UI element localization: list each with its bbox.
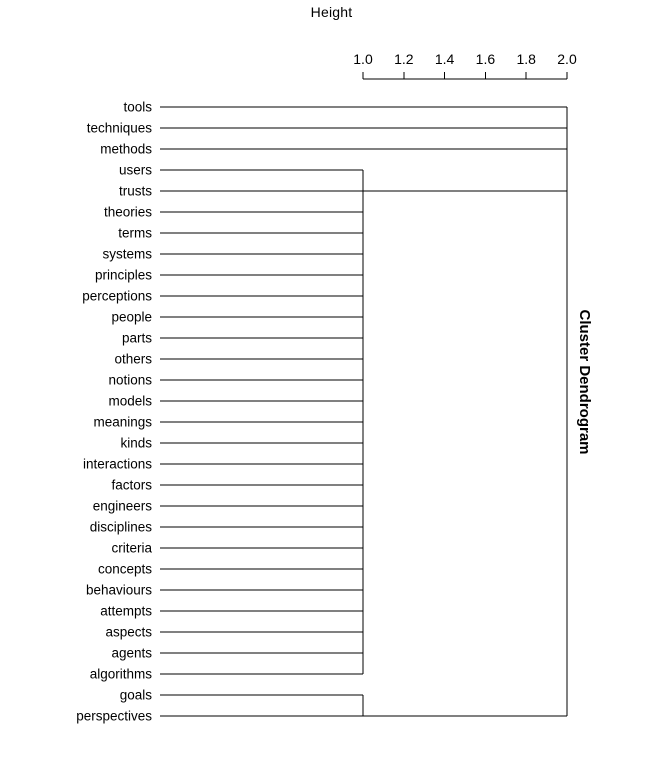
- dendrogram-tree: [160, 107, 567, 716]
- leaf-label: terms: [118, 225, 152, 241]
- axis-tick-label: 1.8: [516, 51, 536, 67]
- leaf-label: behaviours: [85, 582, 152, 598]
- axis-tick-label: 1.6: [475, 51, 496, 67]
- leaf-label: notions: [108, 372, 152, 388]
- leaf-label: parts: [121, 330, 152, 346]
- axis-tick-label: 2.0: [557, 51, 577, 67]
- leaf-label: perspectives: [76, 708, 152, 724]
- axis-tick-label: 1.2: [394, 51, 414, 67]
- leaf-label: theories: [103, 204, 152, 220]
- axis-tick-label: 1.0: [353, 51, 373, 67]
- leaf-label: users: [118, 162, 152, 178]
- leaf-label: techniques: [86, 120, 152, 136]
- leaf-label: criteria: [111, 540, 152, 556]
- leaf-label: kinds: [120, 435, 152, 451]
- leaf-label: disciplines: [89, 519, 152, 535]
- leaf-label: interactions: [82, 456, 152, 472]
- leaf-labels: [76, 100, 152, 724]
- axis-tick-label: 1.4: [434, 51, 455, 67]
- height-axis: [353, 51, 577, 79]
- leaf-label: principles: [94, 267, 152, 283]
- leaf-label: engineers: [92, 498, 152, 514]
- chart-side-title: Cluster Dendrogram: [575, 308, 593, 455]
- leaf-label: attempts: [100, 603, 152, 619]
- leaf-label: algorithms: [89, 666, 152, 682]
- leaf-label: methods: [100, 141, 152, 157]
- leaf-label: trusts: [118, 183, 152, 199]
- leaf-label: agents: [111, 645, 152, 661]
- leaf-label: tools: [123, 99, 152, 115]
- leaf-label: meanings: [93, 414, 152, 430]
- leaf-label: systems: [102, 246, 152, 262]
- leaf-label: people: [111, 309, 152, 325]
- leaf-label: concepts: [97, 561, 152, 577]
- leaf-label: others: [114, 351, 152, 367]
- leaf-label: aspects: [105, 624, 152, 640]
- leaf-label: models: [108, 393, 152, 409]
- leaf-label: factors: [111, 477, 152, 493]
- leaf-label: goals: [119, 687, 152, 703]
- chart-title: Height: [310, 4, 353, 20]
- leaf-label: perceptions: [82, 288, 152, 304]
